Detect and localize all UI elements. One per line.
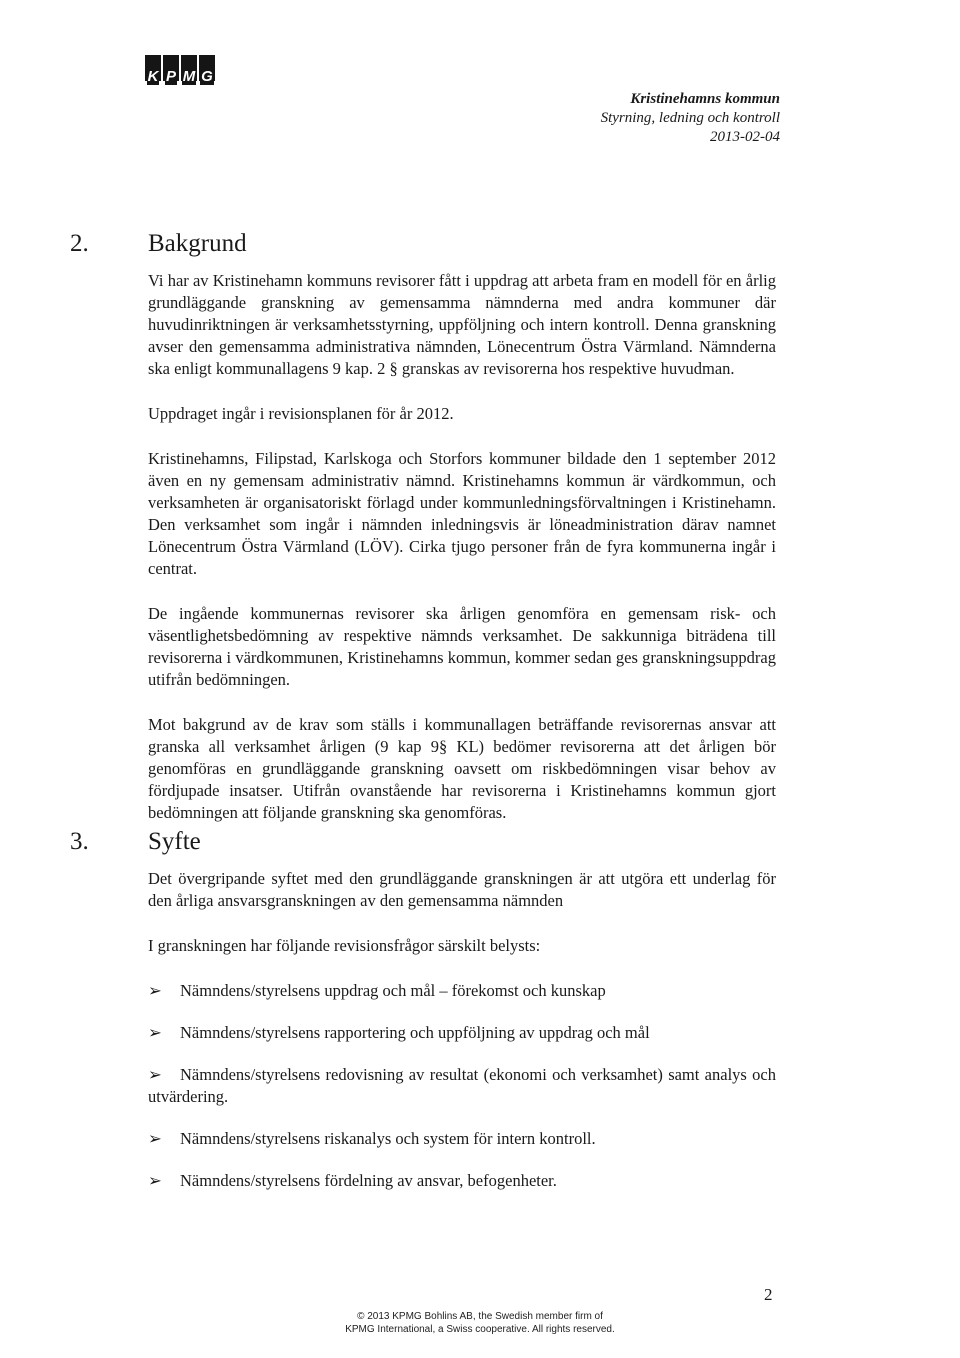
logo-box-g: G xyxy=(199,55,215,81)
list-item: ➢ Nämndens/styrelsens fördelning av ansvar, befogenheter. xyxy=(148,1171,557,1190)
paragraph: Det övergripande syftet med den grundläggande granskningen är att utgöra ett underlag för den årliga ansvarsgranskningen av den gemensamma nämnden xyxy=(148,869,776,910)
logo-box-m: M xyxy=(181,55,197,81)
section-3-title: Syfte xyxy=(148,828,201,855)
section-2-heading xyxy=(70,230,247,258)
section-2-title: Bakgrund xyxy=(148,230,247,257)
paragraph: Vi har av Kristinehamn kommuns revisorer fått i uppdrag att arbeta fram en modell för en årlig grundläggande granskning av gemensamma nämnderna med andra kommuner där huvudinriktningen är verksamhetsstyrning, uppföljning och intern kontroll. Denna granskning avser den gemensamma administrativa nämnden, Lönecentrum Östra Värmland. Nämnderna ska enligt kommunallagens 9 kap. 2 § granskas av revisorerna hos respektive huvudman. xyxy=(148,271,776,378)
list-item: ➢ Nämndens/styrelsens redovisning av resultat (ekonomi och verksamhet) samt analys och utvärdering. xyxy=(148,1065,776,1106)
paragraph: Uppdraget ingår i revisionsplanen för år 2012. xyxy=(148,404,454,423)
copyright-footer xyxy=(0,1310,960,1336)
kpmg-logo xyxy=(145,55,215,85)
revision-questions-list xyxy=(148,980,776,1192)
arrow-bullet-icon: ➢ xyxy=(148,1065,162,1084)
section-3-number: 3. xyxy=(70,828,89,855)
arrow-bullet-icon: ➢ xyxy=(148,1171,162,1190)
header-organization: Kristinehamns kommun xyxy=(630,91,780,107)
arrow-bullet-icon: ➢ xyxy=(148,981,162,1000)
list-item: ➢ Nämndens/styrelsens riskanalys och system för intern kontroll. xyxy=(148,1129,596,1148)
list-item: ➢ Nämndens/styrelsens uppdrag och mål – förekomst och kunskap xyxy=(148,981,606,1000)
paragraph: De ingående kommunernas revisorer ska årligen genomföra en gemensam risk- och väsentlighetsbedömning av respektive nämnds verksamhet. De sakkunniga biträdena till revisorerna i värdkommunen, Kristinehamns kommun, kommer sedan ges granskningsuppdrag utifrån bedömningen. xyxy=(148,604,776,689)
page-number: 2 xyxy=(764,1285,773,1304)
paragraph: Kristinehamns, Filipstad, Karlskoga och Storfors kommuner bildade den 1 september 2012 även en ny gemensam administrativ nämnd. Kristinehamns kommun är värdkommun, och verksamheten är organisatoriskt förlagd under kommunledningsförvaltningen i Kristinehamn. Den verksamhet som ingår i nämnden inledningsvis är löneadministration därav namnet Lönecentrum Östra Värmland (LÖV). Cirka tjugo personer från de fyra kommunerna ingår i centrat. xyxy=(148,449,776,578)
document-header xyxy=(601,90,780,147)
section-2-body xyxy=(148,270,776,847)
header-subject: Styrning, ledning och kontroll xyxy=(600,110,780,126)
paragraph: I granskningen har följande revisionsfrågor särskilt belysts: xyxy=(148,936,541,955)
logo-box-p: P xyxy=(163,55,179,81)
footer-line-2: KPMG International, a Swiss cooperative. All rights reserved. xyxy=(345,1324,615,1335)
section-3-heading xyxy=(70,828,201,856)
arrow-bullet-icon: ➢ xyxy=(148,1129,162,1148)
list-item: ➢ Nämndens/styrelsens rapportering och uppföljning av uppdrag och mål xyxy=(148,1023,650,1042)
footer-line-1: © 2013 KPMG Bohlins AB, the Swedish member firm of xyxy=(357,1311,603,1322)
section-2-number: 2. xyxy=(70,230,89,257)
arrow-bullet-icon: ➢ xyxy=(148,1023,162,1042)
paragraph: Mot bakgrund av de krav som ställs i kommunallagen beträffande revisorernas ansvar att granska all verksamhet årligen (9 kap 9§ KL) bedömer revisorerna att det årligen bör genomföras en grundläggande granskning oavsett om riskbedömningen visar behov av fördjupade insatser. Utifrån ovanstående har revisorerna i Kristinehamns kommun gjort bedömningen att följande granskning ska genomföras. xyxy=(148,715,776,822)
header-date: 2013-02-04 xyxy=(710,129,780,145)
section-3-body xyxy=(148,868,776,1212)
logo-box-k: K xyxy=(145,55,161,81)
